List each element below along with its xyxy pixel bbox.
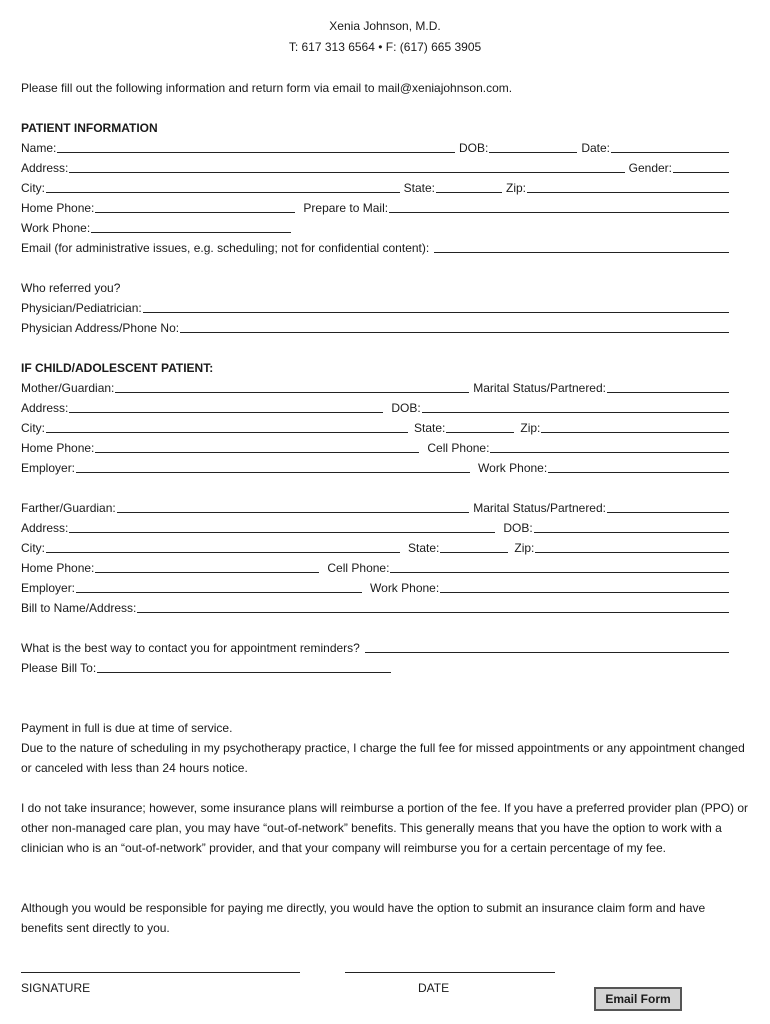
row-mother-address [21,399,729,415]
father-city-label: City: [21,541,45,555]
work-phone-field[interactable] [91,221,291,233]
name-field[interactable] [57,141,455,153]
dob-label: DOB: [458,141,489,155]
father-work-phone-field[interactable] [440,581,729,593]
row-work-phone [21,219,729,235]
date-field[interactable] [611,141,729,153]
best-way-field[interactable] [365,641,729,653]
prepare-mail-label: Prepare to Mail: [303,201,389,215]
state-field[interactable] [436,181,502,193]
mother-state-label: State: [414,421,446,435]
mother-dob-field[interactable] [422,401,729,413]
missed-appointment-policy: Due to the nature of scheduling in my psychotherapy practice, I charge the full fee for missed appointments or any appointment changed or canceled with less than 24 hours notice. [21,741,745,775]
father-state-field[interactable] [440,541,508,553]
father-address-label: Address: [21,521,69,535]
father-dob-label: DOB: [503,521,533,535]
father-state-label: State: [408,541,440,555]
father-label: Farther/Guardian: [21,501,116,515]
father-cell-phone-field[interactable] [390,561,729,573]
row-city [21,179,729,195]
prepare-mail-field[interactable] [389,201,729,213]
date-label: Date: [581,141,610,155]
father-field[interactable] [117,501,470,513]
state-label: State: [403,181,435,195]
please-bill-label: Please Bill To: [21,661,97,675]
mother-home-phone-label: Home Phone: [21,441,95,455]
row-bill-address [21,599,729,615]
zip-label: Zip: [505,181,526,195]
date-signature-field[interactable] [345,972,555,973]
claim-note: Although you would be responsible for paying me directly, you would have the option to submit an insurance claim form and have benefits sent directly to you. [21,901,706,935]
row-physician-address [21,319,729,335]
bill-address-label: Bill to Name/Address: [21,601,137,615]
mother-zip-label: Zip: [520,421,541,435]
patient-heading: PATIENT INFORMATION [21,121,158,135]
row-mother-employer [21,459,729,475]
row-father-address [21,519,729,535]
row-father-employer [21,579,729,595]
row-please-bill [21,659,729,675]
row-mother-city [21,419,729,435]
mother-state-field[interactable] [446,421,514,433]
row-home-phone [21,199,729,215]
email-label: Email (for administrative issues, e.g. scheduling; not for confidential content): [21,241,430,255]
email-field[interactable] [434,241,729,253]
home-phone-label: Home Phone: [21,201,95,215]
mother-zip-field[interactable] [541,421,729,433]
contact-line: T: 617 313 6564 • F: (617) 665 3905 [288,40,482,54]
city-field[interactable] [46,181,400,193]
father-marital-label: Marital Status/Partnered: [473,501,606,515]
mother-marital-field[interactable] [607,381,729,393]
please-bill-field[interactable] [97,661,391,673]
father-work-phone-label: Work Phone: [370,581,440,595]
email-form-button[interactable]: Email Form [594,987,682,1011]
father-cell-phone-label: Cell Phone: [327,561,390,575]
mother-field[interactable] [115,381,469,393]
row-name [21,139,729,155]
date-signature-label: DATE [418,981,450,995]
mother-home-phone-field[interactable] [95,441,419,453]
dob-field[interactable] [489,141,577,153]
bill-address-field[interactable] [137,601,729,613]
address-label: Address: [21,161,69,175]
best-way-label: What is the best way to contact you for appointment reminders? [21,641,360,655]
gender-label: Gender: [628,161,672,175]
row-mother [21,379,729,395]
father-city-field[interactable] [46,541,400,553]
zip-field[interactable] [527,181,729,193]
mother-employer-field[interactable] [76,461,470,473]
signature-label: SIGNATURE [21,981,91,995]
mother-cell-phone-field[interactable] [490,441,729,453]
row-father-phone [21,559,729,575]
instructions: Please fill out the following information and return form via email to mail@xeniajohnson.com. [21,81,513,95]
gender-field[interactable] [673,161,729,173]
father-employer-field[interactable] [76,581,362,593]
child-heading: IF CHILD/ADOLESCENT PATIENT: [21,361,214,375]
row-physician [21,299,729,315]
city-label: City: [21,181,45,195]
mother-dob-label: DOB: [391,401,421,415]
physician-address-field[interactable] [180,321,729,333]
name-label: Name: [21,141,57,155]
mother-label: Mother/Guardian: [21,381,115,395]
row-email [21,239,729,255]
mother-marital-label: Marital Status/Partnered: [473,381,606,395]
mother-work-phone-field[interactable] [548,461,729,473]
row-mother-phone [21,439,729,455]
row-address [21,159,729,175]
mother-cell-phone-label: Cell Phone: [427,441,490,455]
insurance-policy: I do not take insurance; however, some insurance plans will reimburse a portion of the fee. If you have a preferred provider plan (PPO) or other non-managed care plan, you may have “out-of-network” benefits. This generally means that you have the option to work with a clinician who is an “out-of-network” provider, and that your company will reimburse you for a certain percentage of my fee. [21,801,749,855]
physician-field[interactable] [143,301,729,313]
mother-address-label: Address: [21,401,69,415]
work-phone-label: Work Phone: [21,221,91,235]
referred-question: Who referred you? [21,281,121,295]
mother-employer-label: Employer: [21,461,76,475]
row-father [21,499,729,515]
father-marital-field[interactable] [607,501,729,513]
mother-city-label: City: [21,421,45,435]
father-address-field[interactable] [69,521,495,533]
physician-label: Physician/Pediatrician: [21,301,142,315]
row-best-way [21,639,729,655]
mother-city-field[interactable] [46,421,408,433]
address-field[interactable] [69,161,624,173]
father-zip-field[interactable] [535,541,729,553]
doctor-name: Xenia Johnson, M.D. [329,19,441,33]
mother-work-phone-label: Work Phone: [478,461,548,475]
signature-field[interactable] [21,972,300,973]
physician-address-label: Physician Address/Phone No: [21,321,180,335]
payment-note: Payment in full is due at time of service. [21,721,233,735]
father-zip-label: Zip: [514,541,535,555]
father-dob-field[interactable] [534,521,729,533]
home-phone-field[interactable] [95,201,295,213]
row-father-city [21,539,729,555]
mother-address-field[interactable] [69,401,383,413]
father-employer-label: Employer: [21,581,76,595]
father-home-phone-label: Home Phone: [21,561,95,575]
father-home-phone-field[interactable] [95,561,319,573]
